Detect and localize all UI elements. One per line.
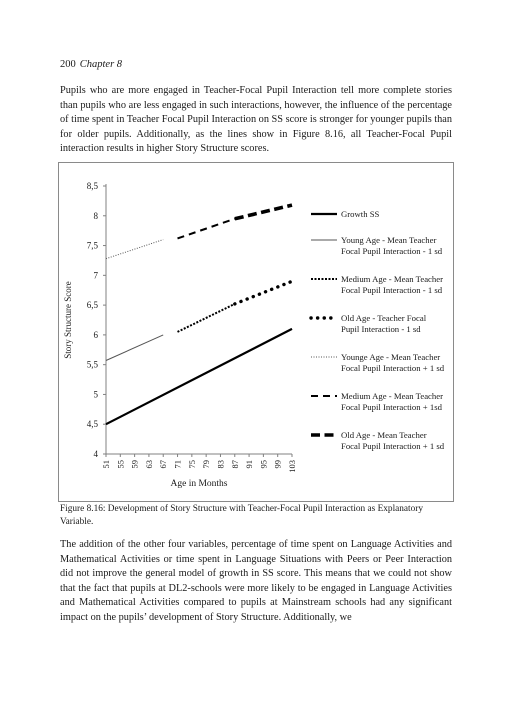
x-tick-label: 59: [129, 460, 140, 469]
y-tick-label: 7,5: [86, 240, 98, 251]
page-header: [60, 59, 122, 70]
x-tick-label: 103: [287, 460, 297, 473]
figure-caption: Figure 8.16: Development of Story Structure with Teacher-Focal Pupil Interaction as Explanatory Variable.: [60, 504, 424, 527]
legend-swatch: [309, 430, 339, 440]
legend-item: [309, 274, 449, 313]
legend-label: Young Age - Mean Teacher Focal Pupil Interaction - 1 sd: [341, 235, 443, 256]
y-tick-label: 6,5: [86, 300, 98, 311]
legend-swatch: [309, 235, 339, 245]
chart-legend: [309, 209, 449, 470]
legend-label: Old Age - Teacher Focal Pupil Interaction - 1 sd: [341, 313, 427, 334]
series-line-5: [106, 240, 163, 259]
legend-item: [309, 313, 449, 352]
y-axis-label: Story Structure Score: [63, 281, 73, 359]
y-tick-label: 8: [93, 210, 98, 221]
y-tick-label: 4: [93, 449, 98, 459]
series-line-2: [106, 335, 163, 361]
x-tick-label: 71: [172, 460, 183, 469]
legend-label: Younge Age - Mean Teacher Focal Pupil Interaction + 1 sd: [341, 352, 445, 373]
x-tick-label: 51: [101, 460, 111, 469]
page-number: 200: [60, 59, 76, 70]
legend-swatch: [309, 391, 339, 401]
x-tick-label: 83: [215, 460, 226, 469]
chapter-title: Chapter 8: [79, 59, 123, 70]
legend-item: [309, 352, 449, 391]
x-tick-label: 87: [229, 460, 240, 469]
body-paragraph-1: Pupils who are more engaged in Teacher-Focal Pupil Interaction tell more complete stories than pupils who are less engaged in such interactions, however, the influence of the percentage of time spent in Teacher Focal Pupil Interaction on SS score is stronger for younger pupils than for older pupils. Additionally, as the lines show in Figure 8.16, all Teacher-Focal Pupil interaction results in higher Story Structure scores.: [60, 85, 453, 155]
y-tick-label: 8,5: [86, 181, 98, 191]
legend-label: Old Age - Mean Teacher Focal Pupil Interaction + 1 sd: [341, 430, 445, 451]
x-tick-label: 99: [272, 460, 283, 469]
legend-item: [309, 430, 449, 470]
legend-label: Medium Age - Mean Teacher Focal Pupil Interaction + 1sd: [341, 391, 443, 412]
series-line-6: [178, 219, 235, 239]
y-tick-label: 7: [93, 270, 98, 281]
y-tick-label: 5: [93, 389, 98, 400]
x-tick-label: 95: [258, 460, 269, 469]
legend-label: Medium Age - Mean Teacher Focal Pupil Interaction - 1 sd: [341, 274, 443, 295]
y-tick-label: 6: [93, 329, 98, 340]
legend-label: Growth SS: [341, 209, 380, 219]
figure-chart: [58, 162, 454, 502]
x-tick-label: 63: [143, 460, 154, 469]
series-line-1: [106, 329, 292, 424]
x-tick-label: 79: [201, 460, 212, 469]
x-tick-label: 91: [244, 460, 255, 469]
legend-item: [309, 209, 449, 235]
legend-swatch: [309, 313, 339, 323]
x-tick-label: 67: [158, 460, 169, 469]
legend-item: [309, 235, 449, 274]
y-tick-label: 5,5: [86, 359, 98, 370]
series-line-3: [178, 304, 235, 332]
legend-swatch: [309, 352, 339, 362]
x-axis-label: Age in Months: [170, 479, 228, 489]
series-line-4: [235, 281, 292, 304]
legend-swatch: [309, 274, 339, 284]
legend-swatch: [309, 209, 339, 219]
body-paragraph-2: The addition of the other four variables, percentage of time spent on Language Activities and Mathematical Activities or time spent in Language Situations with Peers or Peer Interaction did not improve the general model of growth in SS score. This means that we could not show that the fact that pupils at DL2-schools were more likely to be engaged in Language Activities and Mathematical Activities compared to pupils at Mainstream schools had any significant impact on the pupils’ development of Story Structure. Additionally, we: [60, 539, 452, 623]
y-tick-label: 4,5: [86, 419, 98, 430]
x-tick-label: 75: [186, 460, 197, 469]
x-tick-label: 55: [115, 460, 126, 469]
series-line-7: [235, 205, 292, 219]
legend-item: [309, 391, 449, 430]
